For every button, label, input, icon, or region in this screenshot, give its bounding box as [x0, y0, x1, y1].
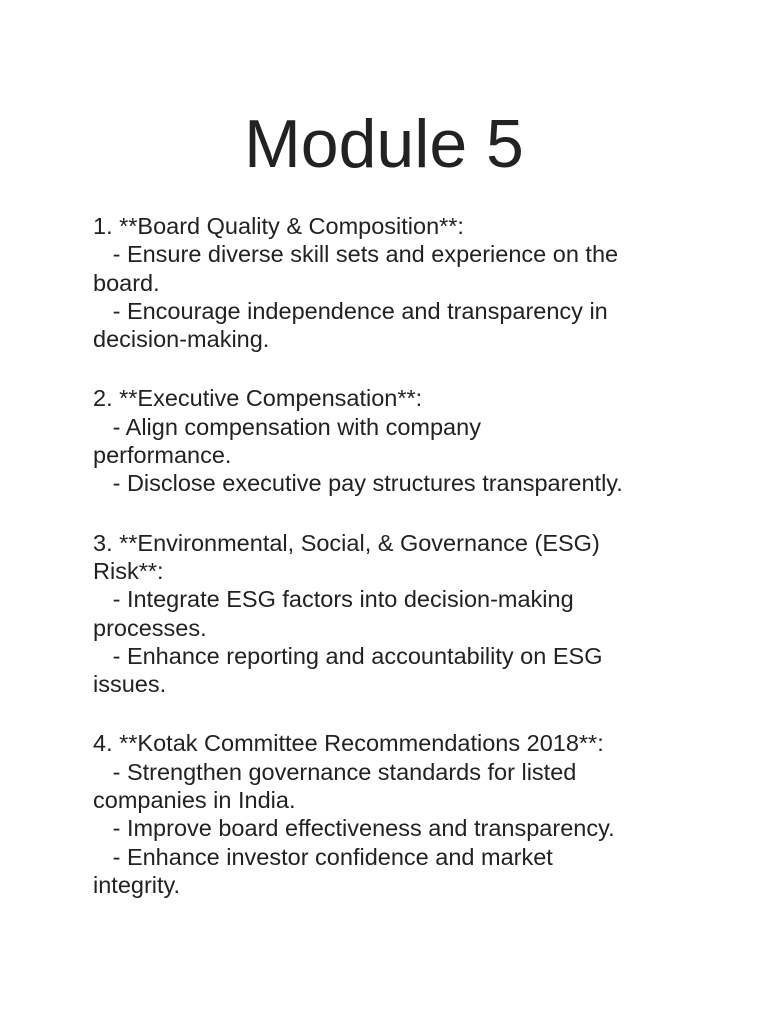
section-text-line: - Improve board effectiveness and transparency. — [93, 815, 615, 842]
section-heading: 3. **Environmental, Social, & Governance (ESG) — [93, 529, 600, 556]
section-text-line: issues. — [93, 671, 167, 698]
section-text-line: - Enhance reporting and accountability on ESG — [93, 642, 603, 669]
section-text-line: integrity. — [93, 871, 181, 898]
section-text-line: performance. — [93, 442, 232, 469]
section-text-line: - Align compensation with company — [93, 413, 481, 440]
section-text-line: companies in India. — [93, 787, 296, 814]
section-text-line: - Ensure diverse skill sets and experience on the — [93, 241, 619, 268]
section-text-line: board. — [93, 269, 160, 296]
section-esg-risk — [93, 529, 693, 699]
section-heading: 2. **Executive Compensation**: — [93, 385, 423, 412]
section-heading: 4. **Kotak Committee Recommendations 2018**: — [93, 730, 604, 757]
page-title: Module 5 — [244, 106, 524, 182]
document-body — [93, 212, 693, 930]
section-text-line: - Enhance investor confidence and market — [93, 843, 553, 870]
section-kotak-committee — [93, 729, 693, 899]
section-text-line: - Strengthen governance standards for listed — [93, 758, 577, 785]
section-text-line: decision-making. — [93, 326, 270, 353]
section-board-quality — [93, 212, 693, 353]
section-text-line: - Encourage independence and transparency in — [93, 297, 608, 324]
section-executive-compensation — [93, 384, 693, 497]
section-text-line: - Disclose executive pay structures transparently. — [93, 470, 623, 497]
section-heading-continued: Risk**: — [93, 557, 164, 584]
section-heading: 1. **Board Quality & Composition**: — [93, 213, 464, 239]
section-text-line: - Integrate ESG factors into decision-making — [93, 586, 574, 613]
section-text-line: processes. — [93, 614, 207, 641]
